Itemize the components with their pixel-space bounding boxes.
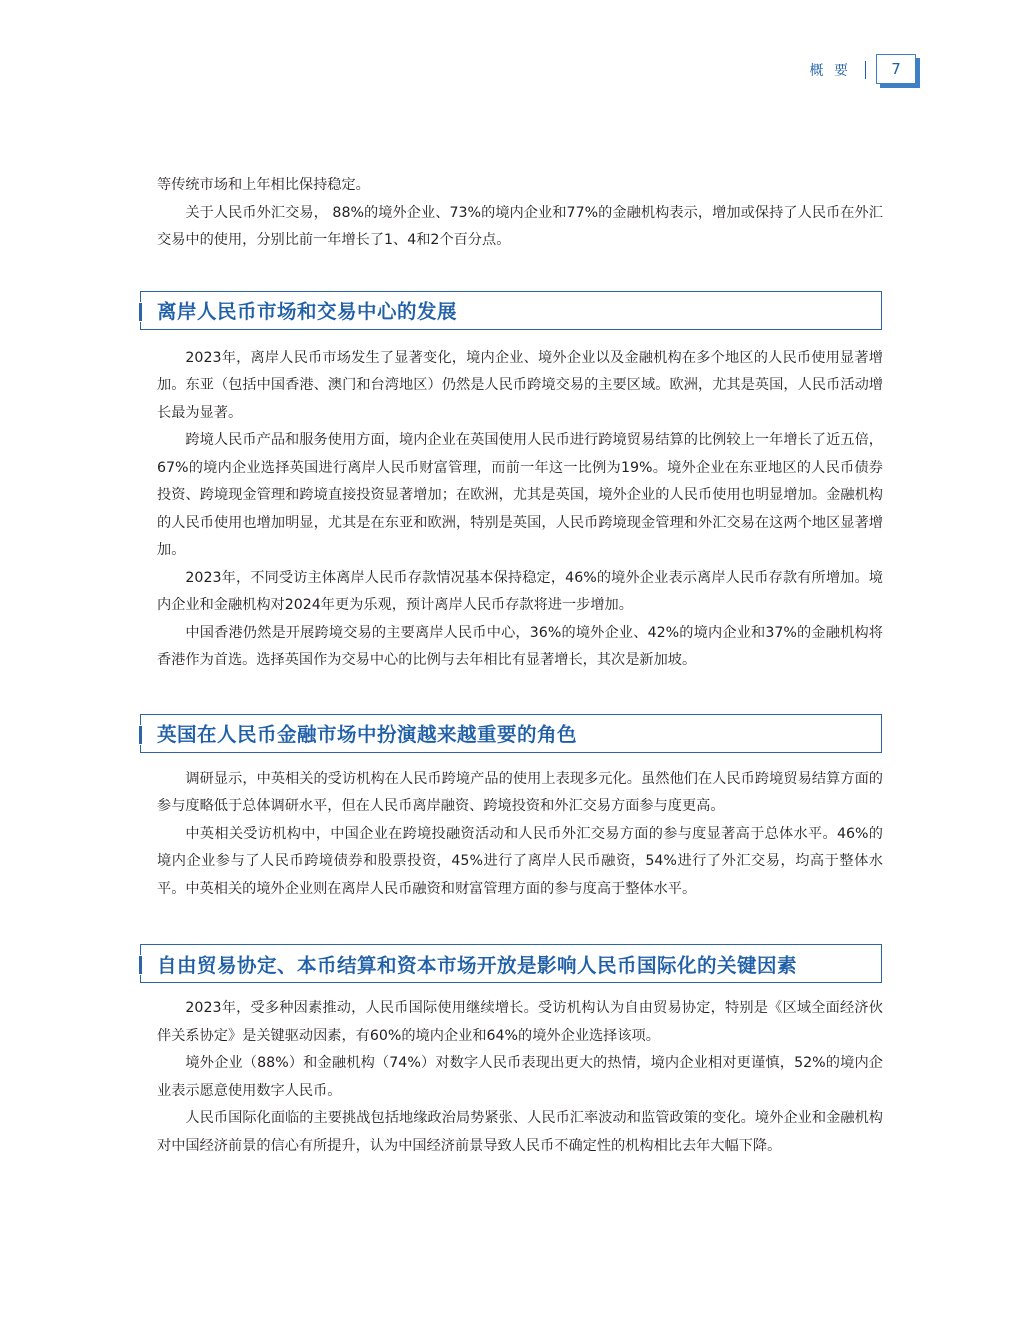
header-divider bbox=[865, 61, 866, 79]
section-heading-uk bbox=[140, 714, 882, 753]
paragraph: 中英相关受访机构中，中国企业在跨境投融资活动和人民币外汇交易方面的参与度显著高于总体水平。46%的境内企业参与了人民币跨境债券和股票投资，45%进行了离岸人民币融资，54%进行了外汇交易，均高于整体水平。中英相关的境外企业则在离岸人民币融资和财富管理方面的参与度高于整体水平。 bbox=[157, 825, 883, 897]
paragraph: 2023年，离岸人民币市场发生了显著变化，境内企业、境外企业以及金融机构在多个地区的人民币使用显著增加。东亚（包括中国香港、澳门和台湾地区）仍然是人民币跨境交易的主要区域。欧洲，尤其是英国，人民币活动增长最为显著。 bbox=[157, 349, 883, 421]
heading-marker bbox=[136, 955, 144, 975]
paragraph: 中国香港仍然是开展跨境交易的主要离岸人民币中心，36%的境外企业、42%的境内企业和37%的金融机构将香港作为首选。选择英国作为交易中心的比例与去年相比有显著增长，其次是新加坡。 bbox=[157, 624, 883, 668]
heading-marker bbox=[136, 725, 144, 745]
section-title: 离岸人民币市场和交易中心的发展 bbox=[157, 300, 458, 323]
paragraph: 跨境人民币产品和服务使用方面，境内企业在英国使用人民币进行跨境贸易结算的比例较上一年增长了近五倍，67%的境内企业选择英国进行离岸人民币财富管理，而前一年这一比例为19%。境外企业在东亚地区的人民币债券投资、跨境现金管理和跨境直接投资显著增加；在欧洲，尤其是英国，境外企业的人民币使用也明显增加。金融机构的人民币使用也增加明显，尤其是在东亚和欧洲，特别是英国，人民币跨境现金管理和外汇交易在这两个地区显著增加。 bbox=[157, 432, 883, 558]
section-label: 概 要 bbox=[809, 63, 851, 79]
page-header bbox=[810, 54, 920, 86]
paragraph: 人民币国际化面临的主要挑战包括地缘政治局势紧张、人民币汇率波动和监管政策的变化。境外企业和金融机构对中国经济前景的信心有所提升，认为中国经济前景导致人民币不确定性的机构相比去年大幅下降。 bbox=[157, 1110, 883, 1154]
page-number-box bbox=[876, 54, 920, 86]
intro-paragraph-2: 关于人民币外汇交易， 88%的境外企业、73%的境内企业和77%的金融机构表示，增加或保持了人民币在外汇交易中的使用，分别比前一年增长了1、4和2个百分点。 bbox=[157, 204, 883, 248]
document-body bbox=[157, 172, 883, 1160]
paragraph: 境外企业（88%）和金融机构（74%）对数字人民币表现出更大的热情，境内企业相对更谨慎，52%的境内企业表示愿意使用数字人民币。 bbox=[157, 1055, 883, 1099]
paragraph: 2023年，受多种因素推动，人民币国际使用继续增长。受访机构认为自由贸易协定，特别是《区域全面经济伙伴关系协定》是关键驱动因素，有60%的境内企业和64%的境外企业选择该项。 bbox=[157, 1000, 883, 1044]
section-heading-key-factors bbox=[140, 944, 882, 983]
section-title: 英国在人民币金融市场中扮演越来越重要的角色 bbox=[157, 723, 578, 746]
paragraph: 2023年，不同受访主体离岸人民币存款情况基本保持稳定，46%的境外企业表示离岸人民币存款有所增加。境内企业和金融机构对2024年更为乐观，预计离岸人民币存款将进一步增加。 bbox=[157, 569, 883, 613]
heading-marker bbox=[136, 302, 144, 322]
intro-paragraph-1: 等传统市场和上年相比保持稳定。 bbox=[157, 177, 370, 193]
section-heading-offshore bbox=[140, 291, 882, 330]
page-number: 7 bbox=[876, 54, 916, 84]
section-title: 自由贸易协定、本币结算和资本市场开放是影响人民币国际化的关键因素 bbox=[157, 953, 798, 977]
paragraph: 调研显示，中英相关的受访机构在人民币跨境产品的使用上表现多元化。虽然他们在人民币跨境贸易结算方面的参与度略低于总体调研水平，但在人民币离岸融资、跨境投资和外汇交易方面参与度更高。 bbox=[157, 770, 883, 814]
